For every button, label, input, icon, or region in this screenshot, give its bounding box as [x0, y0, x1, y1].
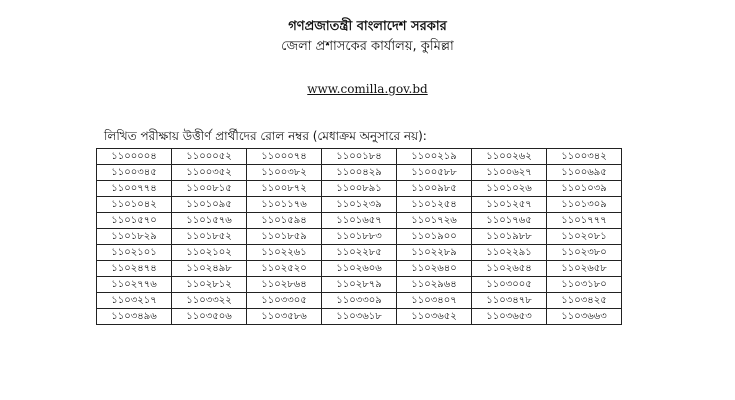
roll-number-cell: ১১০১৯৮৮ — [472, 229, 547, 245]
roll-table-body — [97, 149, 622, 325]
roll-number-cell: ১১০১৮২৯ — [97, 229, 172, 245]
roll-number-cell: ১১০২০৮১ — [547, 229, 622, 245]
roll-number-cell: ১১০৩৪০৭ — [397, 293, 472, 309]
roll-number-cell: ১১০০৩৮২ — [247, 165, 322, 181]
roll-number-cell: ১১০৩৪৯৬ — [97, 309, 172, 325]
roll-number-cell: ১১০২১০১ — [97, 245, 172, 261]
roll-number-cell: ১১০০৩৪৫ — [97, 165, 172, 181]
roll-number-cell: ১১০২৮১২ — [172, 277, 247, 293]
roll-number-cell: ১১০৩৬৫২ — [397, 309, 472, 325]
roll-number-cell: ১১০১৮৫২ — [172, 229, 247, 245]
table-row — [97, 149, 622, 165]
roll-number-cell: ১১০০৪২৯ — [322, 165, 397, 181]
office-name: জেলা প্রশাসকের কার্যালয়, কুমিল্লা — [281, 39, 454, 54]
roll-number-cell: ১১০২৬৫৪ — [472, 261, 547, 277]
roll-number-cell: ১১০২৬৪০ — [397, 261, 472, 277]
roll-number-cell: ১১০৩৪৭৮ — [472, 293, 547, 309]
roll-number-cell: ১১০৩৩০৫ — [247, 293, 322, 309]
roll-number-cell: ১১০২২৬১ — [247, 245, 322, 261]
table-row — [97, 309, 622, 325]
roll-number-cell: ১১০০৫৮৮ — [397, 165, 472, 181]
roll-number-cell: ১১০০০০৪ — [97, 149, 172, 165]
table-row — [97, 181, 622, 197]
roll-number-cell: ১১০০৬২৭ — [472, 165, 547, 181]
roll-number-cell: ১১০১৮৮৩ — [322, 229, 397, 245]
table-row — [97, 165, 622, 181]
roll-number-cell: ১১০০৮৭২ — [247, 181, 322, 197]
website-link[interactable]: www.comilla.gov.bd — [307, 82, 428, 96]
table-caption: লিখিত পরীক্ষায় উত্তীর্ণ প্রার্থীদের রোল নম্বর (মেধাক্রম অনুসারে নয়): — [104, 129, 427, 143]
roll-number-cell: ১১০১২৫৪ — [397, 197, 472, 213]
table-row — [97, 229, 622, 245]
roll-number-cell: ১১০০৯৮৫ — [397, 181, 472, 197]
roll-number-cell: ১১০১০২৬ — [472, 181, 547, 197]
roll-number-cell: ১১০০৭৭৪ — [97, 181, 172, 197]
roll-number-cell: ১১০০৬৯৫ — [547, 165, 622, 181]
roll-number-cell: ১১০১৯০০ — [397, 229, 472, 245]
roll-number-cell: ১১০৩০০৫ — [472, 277, 547, 293]
roll-number-cell: ১১০১৭২৬ — [397, 213, 472, 229]
document-header — [0, 18, 735, 56]
table-row — [97, 277, 622, 293]
roll-number-cell: ১১০০০৭৪ — [247, 149, 322, 165]
roll-number-cell: ১১০৩৬৬৩ — [547, 309, 622, 325]
roll-number-cell: ১১০২৩৮০ — [547, 245, 622, 261]
roll-number-cell: ১১০৩৬৫৩ — [472, 309, 547, 325]
roll-number-cell: ১১০০৮১৫ — [172, 181, 247, 197]
roll-number-cell: ১১০১৫৭০ — [97, 213, 172, 229]
roll-number-cell: ১১০১০৪২ — [97, 197, 172, 213]
roll-number-cell: ১১০২৭৭৬ — [97, 277, 172, 293]
roll-number-cell: ১১০০১৮৪ — [322, 149, 397, 165]
roll-number-cell: ১১০২২৮৯ — [397, 245, 472, 261]
roll-number-cell: ১১০১৩০৯ — [547, 197, 622, 213]
roll-number-cell: ১১০৩৪২৫ — [547, 293, 622, 309]
roll-number-cell: ১১০০০৫২ — [172, 149, 247, 165]
roll-number-cell: ১১০২২৮৫ — [322, 245, 397, 261]
roll-number-cell: ১১০১৭৬৫ — [472, 213, 547, 229]
roll-number-cell: ১১০২৫২০ — [247, 261, 322, 277]
table-row — [97, 293, 622, 309]
roll-number-cell: ১১০২২৯১ — [472, 245, 547, 261]
roll-number-cell: ১১০১২৫৭ — [472, 197, 547, 213]
roll-number-cell: ১১০২৬৫৮ — [547, 261, 622, 277]
roll-number-cell: ১১০৩৬১৮ — [322, 309, 397, 325]
roll-number-cell: ১১০২৬০৬ — [322, 261, 397, 277]
roll-number-cell: ১১০৩৩০৯ — [322, 293, 397, 309]
roll-number-cell: ১১০৩৫৮৬ — [247, 309, 322, 325]
roll-number-cell: ১১০০২৬২ — [472, 149, 547, 165]
roll-number-cell: ১১০২৮৭৯ — [322, 277, 397, 293]
roll-number-cell: ১১০০৩৫২ — [172, 165, 247, 181]
roll-number-cell: ১১০৩৩২২ — [172, 293, 247, 309]
roll-number-cell: ১১০২৪৭৪ — [97, 261, 172, 277]
roll-number-cell: ১১০৩৫০৬ — [172, 309, 247, 325]
table-row — [97, 197, 622, 213]
roll-number-cell: ১১০১৭৭৭ — [547, 213, 622, 229]
roll-number-cell: ১১০০২১৯ — [397, 149, 472, 165]
government-title: গণপ্রজাতন্ত্রী বাংলাদেশ সরকার — [288, 19, 447, 34]
roll-number-cell: ১১০২৮৬৪ — [247, 277, 322, 293]
roll-number-cell: ১১০২৪৯৮ — [172, 261, 247, 277]
roll-number-cell: ১১০১৫৭৬ — [172, 213, 247, 229]
roll-number-cell: ১১০১৮৫৯ — [247, 229, 322, 245]
roll-number-cell: ১১০১১৭৬ — [247, 197, 322, 213]
table-row — [97, 261, 622, 277]
table-row — [97, 213, 622, 229]
roll-number-cell: ১১০২১০২ — [172, 245, 247, 261]
roll-number-cell: ১১০২৯৬৪ — [397, 277, 472, 293]
roll-number-cell: ১১০৩১৮০ — [547, 277, 622, 293]
roll-number-cell: ১১০১০৩৯ — [547, 181, 622, 197]
roll-number-cell: ১১০০৩৪২ — [547, 149, 622, 165]
roll-number-cell: ১১০১০৯৫ — [172, 197, 247, 213]
roll-number-cell: ১১০১৫৯৪ — [247, 213, 322, 229]
roll-number-cell: ১১০৩২১৭ — [97, 293, 172, 309]
roll-number-cell: ১১০১৬৫৭ — [322, 213, 397, 229]
roll-number-cell: ১১০১২৩৯ — [322, 197, 397, 213]
roll-number-table — [96, 148, 622, 325]
table-row — [97, 245, 622, 261]
roll-number-cell: ১১০০৮৯১ — [322, 181, 397, 197]
